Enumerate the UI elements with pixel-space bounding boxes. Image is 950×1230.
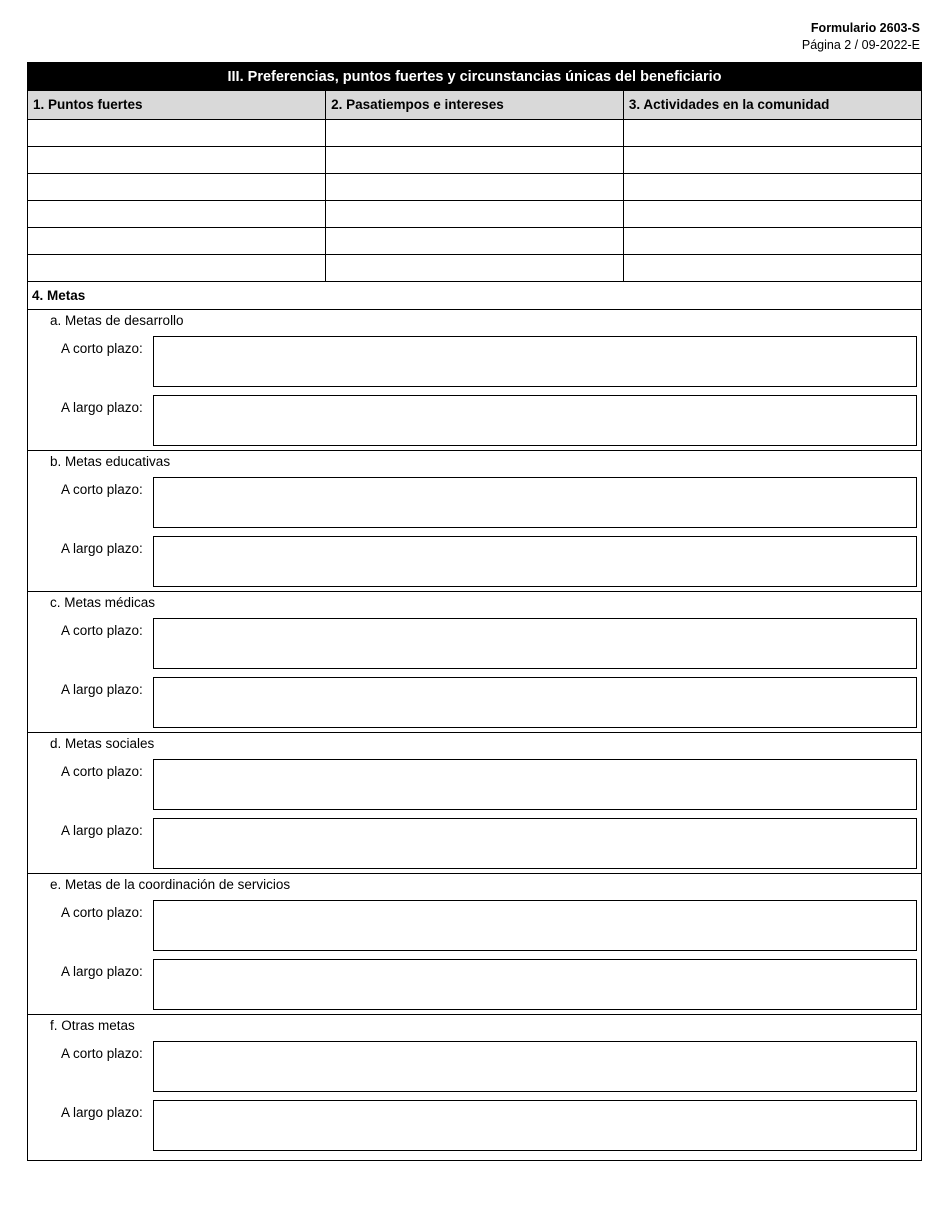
table-cell-input[interactable] [326, 200, 624, 227]
long-term-label: A largo plazo: [61, 1104, 143, 1120]
section-title: III. Preferencias, puntos fuertes y circunstancias únicas del beneficiario [28, 63, 921, 91]
long-term-input[interactable] [153, 677, 917, 728]
column-header-hobbies: 2. Pasatiempos e intereses [326, 91, 624, 119]
strengths-table [28, 91, 921, 282]
form-header [802, 20, 920, 54]
table-cell-input[interactable] [623, 227, 921, 254]
short-term-label: A corto plazo: [61, 481, 143, 497]
column-header-strengths: 1. Puntos fuertes [28, 91, 326, 119]
table-row [28, 119, 921, 146]
form-id: Formulario 2603-S [810, 21, 920, 35]
long-term-row [28, 959, 921, 1010]
table-cell-input[interactable] [28, 200, 326, 227]
short-term-input[interactable] [153, 1041, 917, 1092]
goal-title: c. Metas médicas [50, 594, 156, 610]
short-term-label: A corto plazo: [61, 340, 143, 356]
page-info: Página 2 / 09-2022-E [801, 38, 920, 52]
short-term-label: A corto plazo: [61, 1045, 143, 1061]
short-term-row [28, 336, 921, 387]
table-cell-input[interactable] [28, 173, 326, 200]
short-term-label: A corto plazo: [61, 622, 143, 638]
short-term-label: A corto plazo: [61, 904, 143, 920]
short-term-row [28, 618, 921, 669]
column-header-community: 3. Actividades en la comunidad [623, 91, 921, 119]
long-term-label: A largo plazo: [61, 681, 143, 697]
short-term-label: A corto plazo: [61, 763, 143, 779]
table-row [28, 200, 921, 227]
goals-heading: 4. Metas [28, 282, 921, 310]
short-term-row [28, 477, 921, 528]
goal-title: f. Otras metas [50, 1017, 135, 1033]
short-term-input[interactable] [153, 336, 917, 387]
long-term-row [28, 395, 921, 446]
table-cell-input[interactable] [28, 146, 326, 173]
short-term-input[interactable] [153, 618, 917, 669]
long-term-label: A largo plazo: [61, 540, 143, 556]
short-term-input[interactable] [153, 759, 917, 810]
table-cell-input[interactable] [326, 146, 624, 173]
long-term-row [28, 536, 921, 587]
short-term-row [28, 900, 921, 951]
long-term-input[interactable] [153, 1100, 917, 1151]
table-cell-input[interactable] [623, 254, 921, 281]
long-term-row [28, 677, 921, 728]
table-cell-input[interactable] [326, 227, 624, 254]
goal-block-development [28, 310, 921, 451]
form-section [27, 62, 922, 1161]
short-term-input[interactable] [153, 900, 917, 951]
table-cell-input[interactable] [28, 227, 326, 254]
long-term-label: A largo plazo: [61, 822, 143, 838]
table-cell-input[interactable] [326, 254, 624, 281]
table-row [28, 146, 921, 173]
table-cell-input[interactable] [623, 146, 921, 173]
table-cell-input[interactable] [326, 119, 624, 146]
short-term-input[interactable] [153, 477, 917, 528]
table-row [28, 227, 921, 254]
table-cell-input[interactable] [623, 200, 921, 227]
long-term-row [28, 1100, 921, 1151]
table-cell-input[interactable] [326, 173, 624, 200]
table-row [28, 173, 921, 200]
short-term-row [28, 759, 921, 810]
goal-block-other [28, 1015, 921, 1156]
long-term-input[interactable] [153, 536, 917, 587]
short-term-row [28, 1041, 921, 1092]
goal-title: b. Metas educativas [50, 453, 171, 469]
table-cell-input[interactable] [28, 119, 326, 146]
goal-block-social [28, 733, 921, 874]
goal-block-medical [28, 592, 921, 733]
table-cell-input[interactable] [623, 119, 921, 146]
table-cell-input[interactable] [28, 254, 326, 281]
long-term-label: A largo plazo: [61, 399, 143, 415]
long-term-input[interactable] [153, 395, 917, 446]
goal-title: d. Metas sociales [50, 735, 155, 751]
goal-title: a. Metas de desarrollo [50, 312, 184, 328]
goal-block-service-coordination [28, 874, 921, 1015]
long-term-label: A largo plazo: [61, 963, 143, 979]
long-term-row [28, 818, 921, 869]
table-row [28, 254, 921, 281]
table-cell-input[interactable] [623, 173, 921, 200]
long-term-input[interactable] [153, 818, 917, 869]
goal-block-educational [28, 451, 921, 592]
goal-title: e. Metas de la coordinación de servicios [50, 876, 291, 892]
long-term-input[interactable] [153, 959, 917, 1010]
